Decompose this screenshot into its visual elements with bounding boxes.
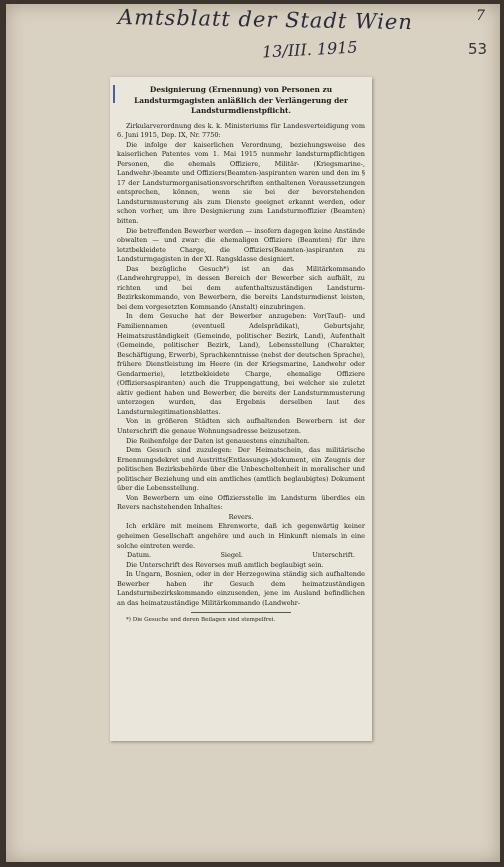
margin-mark: 7 (476, 8, 485, 24)
article-title: Designierung (Ernennung) von Personen zu Landsturmgagisten anläßlich der Verlängerung der Landsturmdienstpflicht. (134, 85, 348, 115)
closing-paragraph: Die Unterschrift des Reverses muß amtlich beglaubigt sein. (126, 560, 324, 569)
article-paragraph: Die betreffenden Bewerber werden — insofern dagegen keine Anstände obwalten — und zwar: die ehemaligen Offiziere (Beamten) für ihre letztbekleidete Charge, die Offiziers(Beamten-)aspiranten zu Landsturmgagisten in der XI. Rangsklasse designiert. (117, 226, 365, 264)
revers-heading: Revers. (228, 512, 254, 521)
newspaper-clipping (110, 77, 372, 741)
article-paragraph: Das bezügliche Gesuch*) ist an das Militärkommando (Landwehrgruppe), in dessen Bereich der Bewerber sich aufhält, zu richten und bei dem aufenthaltszuständigen Landsturm-Bezirkskommando, von Bewerbern, die bereits Landsturmdienst leisten, bei dem vorgesetzten Kommando (Anstalt) einzubringen. (117, 264, 365, 311)
signature-row (117, 551, 365, 561)
article-paragraph: Die infolge der kaiserlichen Verordnung, beziehungsweise des kaiserlichen Patentes vom 1. Mai 1915 nunmehr landsturmpflichtigen Personen, die ehemals Offiziere, Militär- (Kriegsmarine-, Landwehr-)beamte und Offiziers(Beamten-)aspiranten waren und den im § 17 der Landsturmorganisationsvorschriften enthaltenen Voraussetzungen entsprechen, können, wenn sie bei der bevorstehenden Landsturmmusterung als zum Dienste geeignet erkannt werden, oder schon vorher, um ihre Designierung zum Landsturmoffizier (Beamten) bitten. (117, 140, 365, 225)
article-paragraph: Von in größeren Städten sich aufhaltenden Bewerbern ist der Unterschrift die genaue Wohnungsadresse beizusetzen. (117, 417, 365, 435)
article-paragraph: In dem Gesuche hat der Bewerber anzugeben: Vor(Tauf)- und Familiennamen (eventuell Adelsprädikat), Geburtsjahr, Heimatszuständigkeit (Gemeinde, politischer Bezirk, Land), Aufenthalt (Gemeinde, politischer Bezirk, Land), Lebensstellung (Charakter, Beschäftigung, Erwerb), Sprachkenntnisse (nebst der deutschen Sprache), frühere Dienstleistung im Heere (in der Kriegsmarine, Landwehr oder Gendarmerie), letztbekleidete Charge, ehemalige Offiziere (Offiziersaspiranten) auch die Truppengattung, bei welcher sie zuletzt aktiv gedient haben und Bewerber, die bereits der Landsturmmusterung unterzogen wurden, das Ergebnis derselben laut des Landsturmlegitimationsblattes. (117, 312, 365, 416)
margin-bar (113, 85, 115, 103)
revers-text: Ich erkläre mit meinem Ehrenworte, daß ich gegenwärtig keiner geheimen Gesellschaft angehöre und auch in Hinkunft niemals in eine solche eintreten werde. (117, 522, 365, 550)
closing-paragraph: In Ungarn, Bosnien, oder in der Herzegowina ständig sich aufhaltende Bewerber haben ihr Gesuch dem heimatzuständigen Landsturmbezirkskommando einzusenden, jene im Ausland befindlichen an das heimatzuständige Militärkommando (Landwehr- (117, 570, 365, 607)
handwritten-title: Amtsblatt der Stadt Wien (117, 5, 414, 35)
article-paragraph: Die Reihenfolge der Daten ist genauestens einzuhalten. (126, 436, 310, 445)
article-paragraph: Zirkularverordnung des k. k. Ministeriums für Landesverteidigung vom 6. Juni 1915, Dep. IX, Nr. 7750: (117, 121, 365, 140)
footnote: *) Die Gesuche und deren Beilagen sind stempelfrei. (126, 617, 276, 624)
page-number: 53 (468, 40, 488, 58)
footnote-divider (191, 612, 290, 613)
handwritten-date: 13/III. 1915 (261, 37, 359, 62)
article-paragraph: Dem Gesuch sind zuzulegen: Der Heimatschein, das militärische Ernennungsdekret und Austritts(Entlassungs-)dokument, ein Zeugnis der politischen Bezirksbehörde über die Unbescholtenheit in moralischer und politischer Beziehung und ein amtliches (amtlich beglaubigtes) Dokument über die Lebensstellung. (117, 446, 365, 493)
signature-sign: Unterschrift. (312, 551, 355, 560)
signature-seal: Siegel. (220, 551, 243, 560)
signature-date: Datum. (127, 551, 152, 560)
article-paragraph: Von Bewerbern um eine Offiziersstelle im Landsturm überdies ein Revers nachstehenden Inhaltes: (117, 493, 365, 512)
